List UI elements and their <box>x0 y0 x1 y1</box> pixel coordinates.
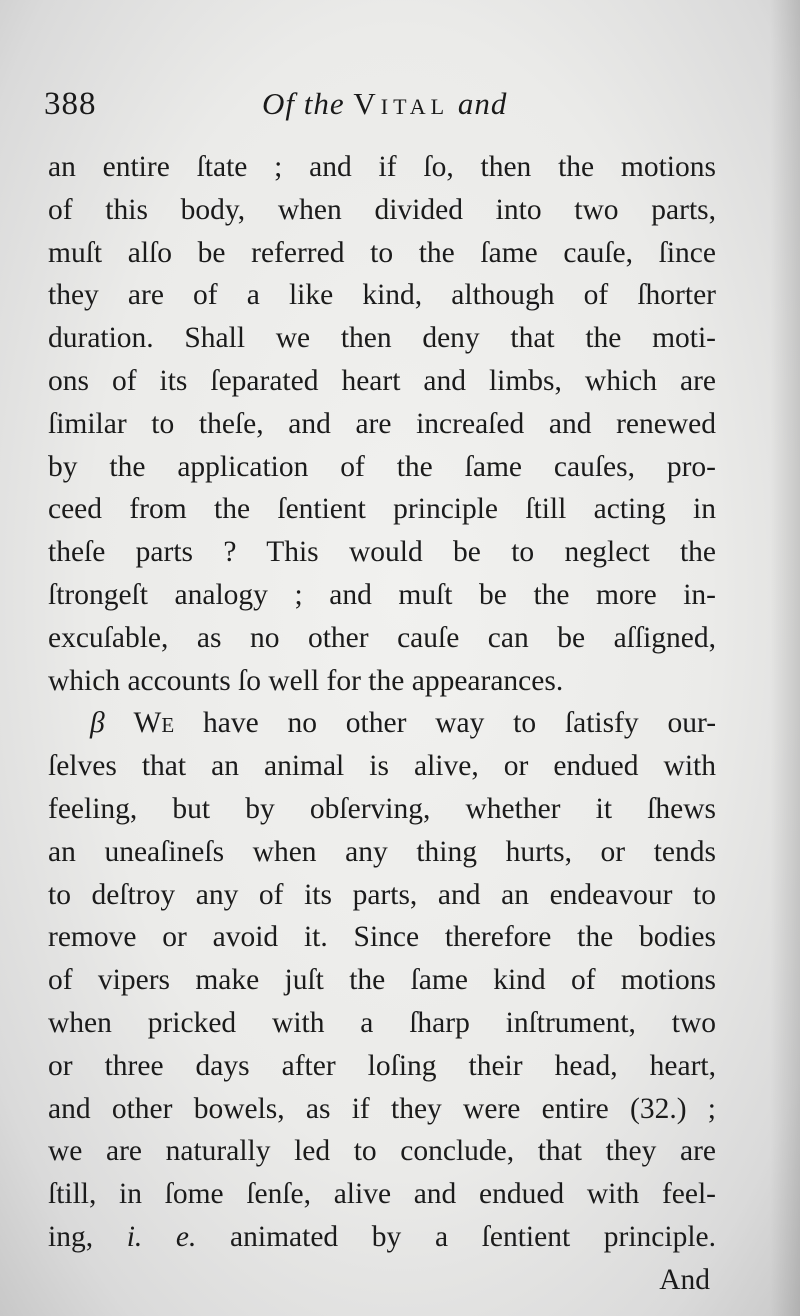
text-line: and other bowels, as if they were entire (32.) ; <box>48 1092 716 1125</box>
text-line: excuſable, as no other cauſe can be aſſigned, <box>48 621 716 654</box>
running-title <box>262 86 507 122</box>
text-line: when pricked with a ſharp inſtrument, two <box>48 1006 716 1039</box>
text-line: ſtrongeſt analogy ; and muſt be the more in- <box>48 578 716 611</box>
paragraph-closing-line <box>48 1216 716 1259</box>
running-title-caps: Vital <box>353 86 450 121</box>
text-line: they are of a like kind, although of ſhorter <box>48 279 716 312</box>
text-line: ſimilar to theſe, and are increaſed and renewed <box>48 407 716 440</box>
section-mark: β <box>90 707 105 740</box>
text-line: which accounts ſo well for the appearances. <box>48 664 564 697</box>
opening-line-rest: have no other way to ſatisfy our- <box>203 707 717 740</box>
paragraph-first-word: We <box>133 707 175 740</box>
page-edge-shadow <box>770 0 800 1316</box>
text-line: of vipers make juſt the ſame kind of motions <box>48 964 716 997</box>
text-line: ſelves that an animal is alive, or endued with <box>48 750 716 783</box>
text-line: ſtill, in ſome ſenſe, alive and endued with feel- <box>48 1178 716 1211</box>
text-line: we are naturally led to conclude, that they are <box>48 1135 716 1168</box>
closing-line-start: ing, <box>48 1220 94 1253</box>
abbreviation-ie: i. e. <box>126 1220 197 1253</box>
text-line: of this body, when divided into two parts, <box>48 193 716 226</box>
text-line: ceed from the ſentient principle ſtill acting in <box>48 493 716 526</box>
text-line: feeling, but by obſerving, whether it ſhews <box>48 792 716 825</box>
running-title-suffix: and <box>457 86 508 121</box>
closing-line-end: animated by a ſentient principle. <box>230 1220 716 1253</box>
text-line: an entire ſtate ; and if ſo, then the motions <box>48 151 716 183</box>
text-line: by the application of the ſame cauſes, pro- <box>48 450 716 483</box>
text-line: remove or avoid it. Since therefore the bodies <box>48 921 716 954</box>
page-number: 388 <box>44 86 97 122</box>
paragraph-opening-line <box>48 702 716 745</box>
text-line: ons of its ſeparated heart and limbs, which are <box>48 364 716 397</box>
text-line: to deſtroy any of its parts, and an endeavour to <box>48 878 716 911</box>
text-line: an uneaſineſs when any thing hurts, or tends <box>48 835 716 868</box>
text-line: muſt alſo be referred to the ſame cauſe, ſince <box>48 236 716 269</box>
body-text <box>48 146 716 1302</box>
text-line: theſe parts ? This would be to neglect the <box>48 536 716 569</box>
running-title-prefix: Of the <box>262 86 345 121</box>
catchword: And <box>659 1263 710 1296</box>
running-header <box>44 86 734 130</box>
text-line: or three days after loſing their head, heart, <box>48 1049 716 1082</box>
text-line: duration. Shall we then deny that the moti- <box>48 322 716 355</box>
